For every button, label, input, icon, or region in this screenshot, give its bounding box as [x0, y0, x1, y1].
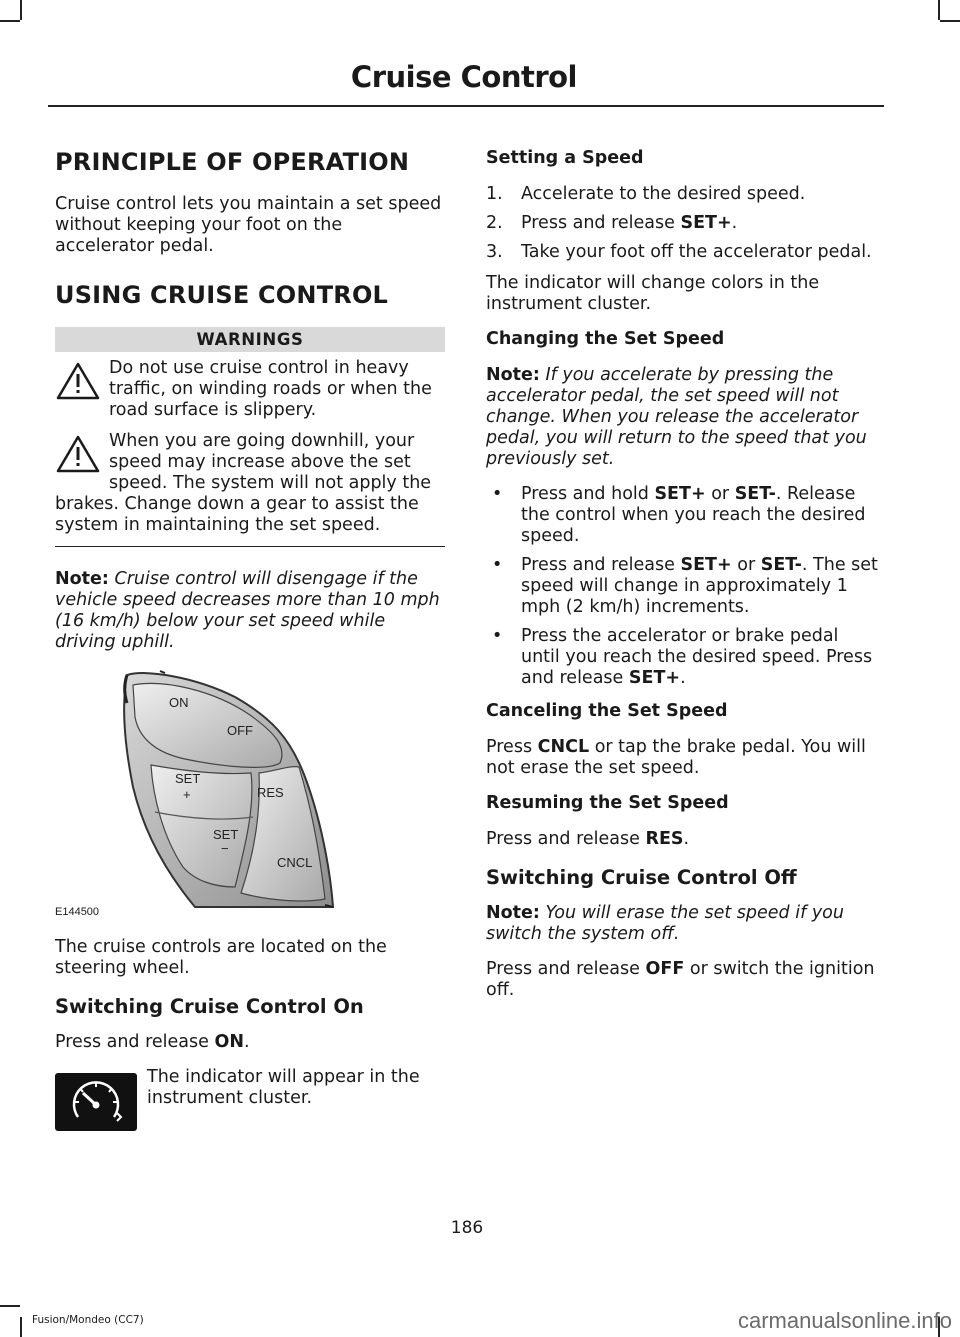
- switch-on-heading: Switching Cruise Control On: [55, 995, 364, 1018]
- bullet-item: [486, 555, 880, 618]
- btn-on-label: ON: [169, 695, 189, 710]
- step-number: 2.: [486, 213, 503, 233]
- set-minus-command: SET-: [760, 555, 802, 575]
- crop-mark: [938, 0, 940, 20]
- watermark: carmanualsonline.info: [737, 1308, 952, 1333]
- note-text: If you accelerate by pressing the accelerator pedal, the set speed will not change. When you release the accelerator pedal, you will return to the speed that you previously set.: [486, 365, 867, 469]
- canceling-heading: Canceling the Set Speed: [486, 701, 728, 721]
- page-number: 186: [450, 1218, 484, 1238]
- resuming-heading: Resuming the Set Speed: [486, 793, 729, 813]
- cruise-indicator-icon: [55, 1073, 137, 1131]
- note-paragraph: [55, 569, 445, 653]
- footer-model: Fusion/Mondeo (CC7): [32, 1314, 144, 1326]
- off-post: or switch the ignition off.: [486, 959, 875, 1000]
- indicator-colors-text: The indicator will change colors in the instrument cluster.: [486, 273, 820, 314]
- bullet: •: [492, 484, 503, 504]
- res-command: RES: [645, 829, 684, 849]
- bullet-text: Press and hold: [521, 484, 649, 504]
- step-item: [486, 213, 880, 234]
- switch-off-heading: Switching Cruise Control Off: [486, 866, 797, 889]
- warning-text: When you are going downhill, your speed may increase above the set speed. The system will not apply the brakes. Change down a gear to assist the system in maintaining the set speed.: [55, 431, 432, 535]
- btn-plus-sign: +: [183, 787, 191, 802]
- set-plus-command: SET+: [680, 213, 732, 233]
- note-paragraph: [486, 365, 880, 470]
- cancel-post: or tap the brake pedal. You will not erase the set speed.: [486, 737, 866, 778]
- on-command: ON: [214, 1032, 245, 1052]
- note-label: Note:: [55, 569, 109, 589]
- step-text: Take your foot off the accelerator pedal.: [521, 242, 872, 262]
- crop-mark: [940, 20, 960, 22]
- section-title: Cruise Control: [350, 60, 577, 94]
- switch-off-text: [486, 959, 880, 1001]
- crop-mark: [0, 1305, 20, 1307]
- cncl-command: CNCL: [537, 737, 590, 757]
- bullet: •: [492, 555, 503, 575]
- period: .: [680, 668, 686, 688]
- cancel-pre: Press: [486, 737, 533, 757]
- crop-mark: [20, 1317, 22, 1337]
- or-text: or: [737, 555, 756, 575]
- set-plus-command: SET+: [628, 668, 681, 688]
- period: .: [683, 829, 690, 849]
- figure-id: E144500: [55, 906, 100, 918]
- cruise-switch-figure: [55, 667, 445, 917]
- set-minus-command: SET-: [734, 484, 776, 504]
- step-item: [486, 242, 880, 263]
- or-text: or: [711, 484, 730, 504]
- resume-pre: Press and release: [486, 829, 640, 849]
- bullet: •: [492, 626, 503, 646]
- header-rule: [48, 105, 884, 107]
- off-command: OFF: [645, 959, 685, 979]
- indicator-row: [55, 1067, 445, 1127]
- btn-set-plus-label: SET: [175, 771, 201, 786]
- right-column: [486, 140, 880, 1015]
- changing-heading: Changing the Set Speed: [486, 329, 725, 349]
- period: .: [731, 213, 738, 233]
- switch-on-instruction: [55, 1032, 445, 1053]
- btn-res-label: RES: [257, 785, 284, 800]
- crop-mark: [20, 0, 22, 20]
- btn-off-label: OFF: [227, 723, 253, 738]
- cruise-switch-illustration: [55, 667, 445, 917]
- bullet-text: Press the accelerator or brake pedal until you reach the desired speed. Press and release: [521, 626, 873, 688]
- step-item: [486, 184, 880, 205]
- step-text: Accelerate to the desired speed.: [521, 184, 806, 204]
- note-label: Note:: [486, 365, 540, 385]
- resume-text: [486, 829, 880, 850]
- crop-mark: [0, 20, 20, 22]
- warning-triangle-icon: [55, 434, 101, 474]
- set-plus-command: SET+: [654, 484, 706, 504]
- note-text: You will erase the set speed if you switch the system off.: [486, 903, 844, 944]
- setting-heading: Setting a Speed: [486, 148, 644, 168]
- left-column: [55, 140, 445, 1127]
- note-text: Cruise control will disengage if the vehicle speed decreases more than 10 mph (16 km/h) below your set speed while driving uphill.: [55, 569, 440, 652]
- warnings-header: WARNINGS: [55, 327, 445, 352]
- setting-steps: [486, 184, 880, 263]
- period: .: [244, 1032, 250, 1052]
- btn-cncl-label: CNCL: [277, 855, 313, 870]
- bullet-text: Press and release: [521, 555, 675, 575]
- btn-set-minus-label: SET: [213, 827, 239, 842]
- step-number: 1.: [486, 184, 503, 204]
- using-heading: USING CRUISE CONTROL: [55, 281, 389, 309]
- warning-text: Do not use cruise control in heavy traffic, on winding roads or when the road surface is slippery.: [109, 358, 432, 420]
- indicator-text: The indicator will appear in the instrument cluster.: [147, 1067, 420, 1108]
- principle-text: Cruise control lets you maintain a set speed without keeping your foot on the accelerator pedal.: [55, 194, 442, 256]
- warning-triangle-icon: [55, 361, 101, 401]
- warnings-end-rule: [55, 546, 445, 547]
- warning-item: [55, 431, 445, 536]
- bullet-text: . The set speed will change in approximately 1 mph (2 km/h) increments.: [521, 555, 878, 617]
- bullet-text: . Release the control when you reach the desired speed.: [521, 484, 866, 546]
- off-pre: Press and release: [486, 959, 640, 979]
- cancel-text: [486, 737, 880, 779]
- bullet-item: [486, 484, 880, 547]
- principle-heading: PRINCIPLE OF OPERATION: [55, 148, 410, 176]
- controls-location-text: The cruise controls are located on the steering wheel.: [55, 937, 387, 978]
- note-paragraph: [486, 903, 880, 945]
- set-plus-command: SET+: [680, 555, 732, 575]
- step-text: Press and release: [521, 213, 675, 233]
- changing-bullets: [486, 484, 880, 689]
- note-label: Note:: [486, 903, 540, 923]
- btn-minus-sign: −: [221, 841, 229, 856]
- warning-item: [55, 358, 445, 421]
- step-number: 3.: [486, 242, 503, 262]
- warnings-box: [55, 327, 445, 547]
- instruction-text: Press and release: [55, 1032, 209, 1052]
- bullet-item: [486, 626, 880, 689]
